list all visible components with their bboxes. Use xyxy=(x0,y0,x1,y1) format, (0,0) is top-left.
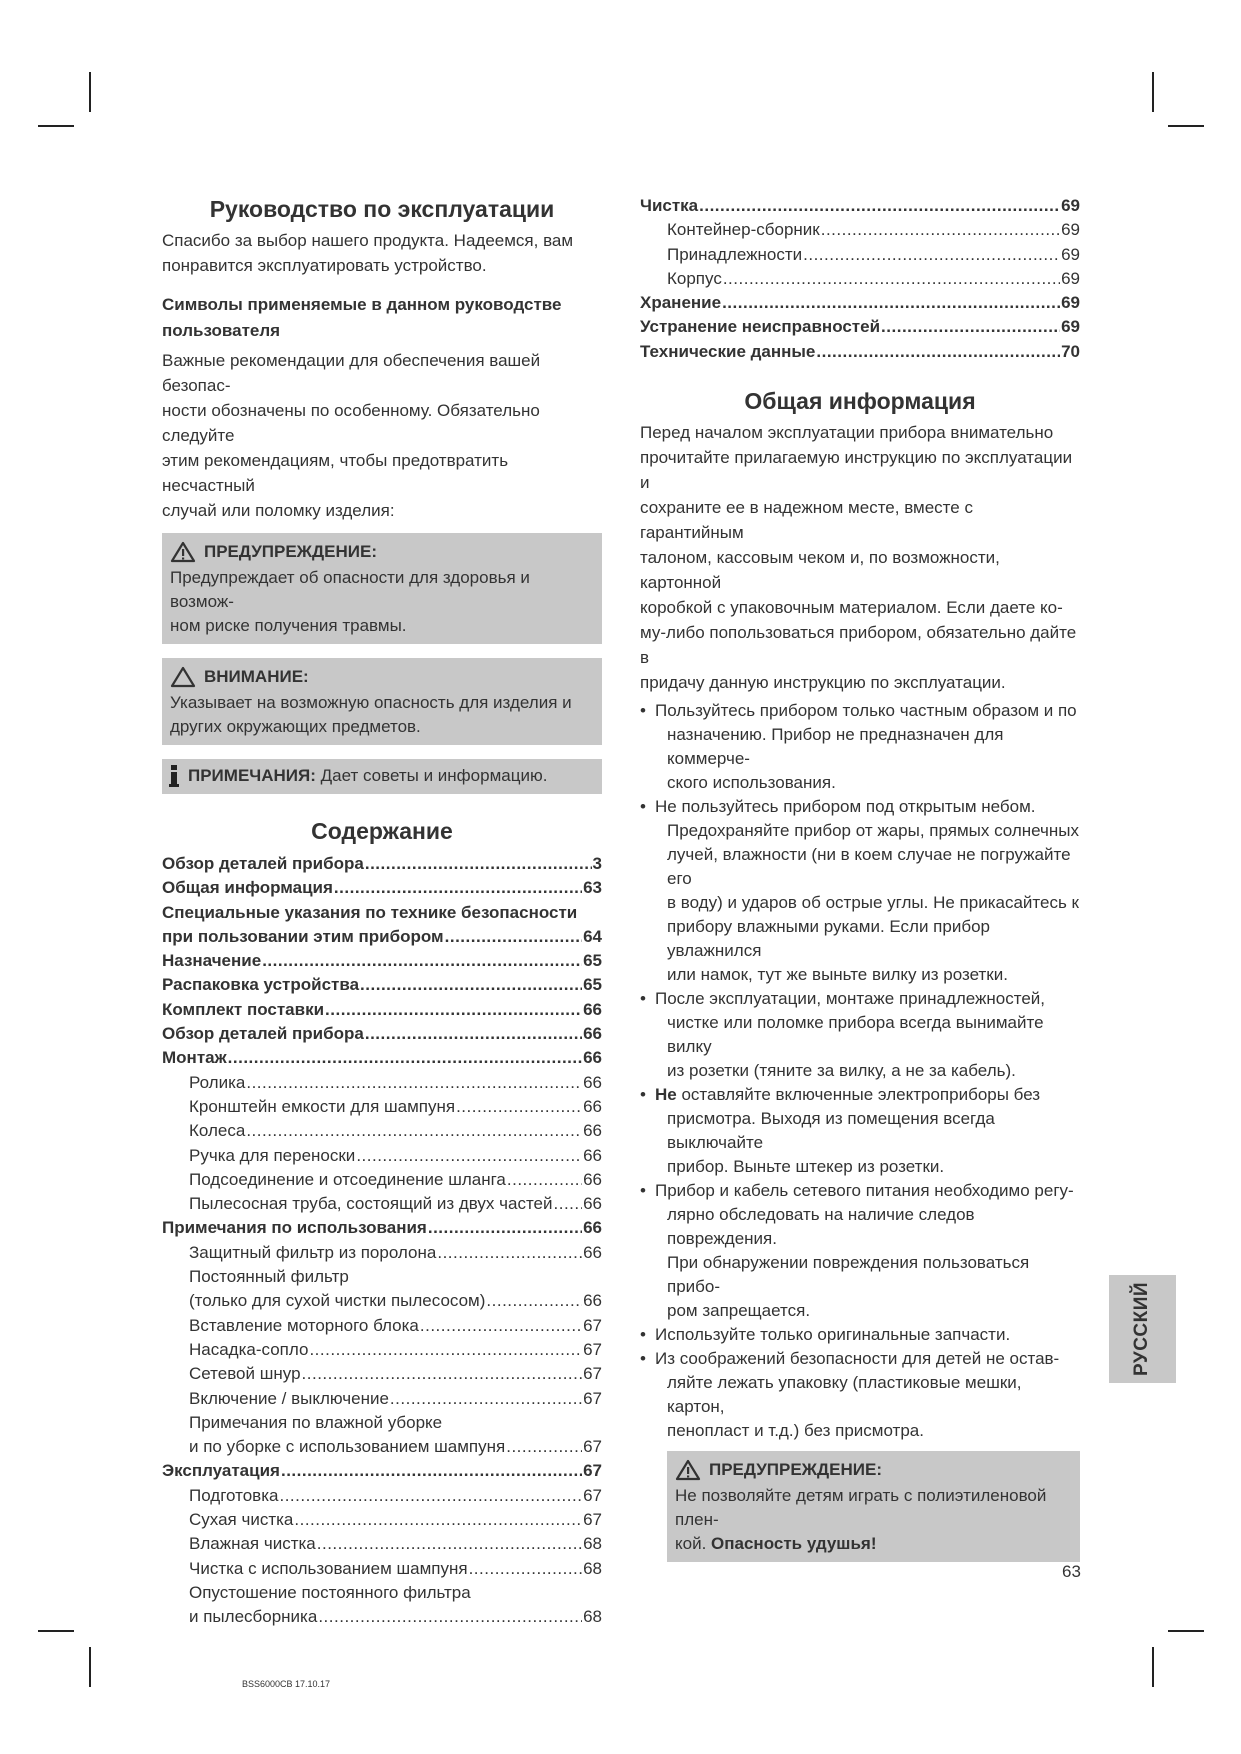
general-info-text: Перед началом эксплуатации прибора внимательно прочитайте прилагаемую инструкцию по эксплуатации и сохраните ее в надежном месте, вместе с гарантийным талоном, кассовым чеком и, по возможности, картонной коробкой с упаковочным материалом. Если даете ко- му-либо попользоваться прибором, обязательно дайте в придачу данную инструкцию по эксплуатации. xyxy=(640,423,1077,693)
toc-leader-dots xyxy=(722,291,1060,315)
toc-entry xyxy=(640,218,1080,242)
toc-entry-page: 68 xyxy=(583,1534,602,1554)
toc-entry-title: Чистка с использованием шампуня xyxy=(189,1558,468,1578)
crop-mark xyxy=(38,1630,74,1632)
toc-entry-title: Подсоединение и отсоединение шланга xyxy=(189,1169,506,1189)
toc-entry-title: Сухая чистка xyxy=(189,1510,294,1530)
toc-leader-dots xyxy=(420,1314,582,1338)
toc-leader-dots xyxy=(554,1192,583,1216)
toc-entry xyxy=(162,1459,602,1483)
toc-entry xyxy=(640,340,1080,364)
toc-leader-dots xyxy=(506,1435,582,1459)
toc-leader-dots xyxy=(486,1289,582,1313)
toc-entry xyxy=(640,243,1080,267)
toc-entry-page: 66 xyxy=(583,1242,602,1262)
toc-entry-title: (только для сухой чистки пылесосом) xyxy=(189,1291,486,1311)
footer-code: BSS6000CB 17.10.17 xyxy=(242,1679,331,1689)
toc-leader-dots xyxy=(317,1532,582,1556)
symbols-text: Важные рекомендации для обеспечения вашей безопас- ности обозначены по особенному. Обязательно следуйте этим рекомендациям, чтобы предотвратить несчастный случай или поломку изделия: xyxy=(162,351,541,520)
toc-leader-dots xyxy=(507,1168,582,1192)
toc-entry xyxy=(162,1144,602,1168)
toc-entry-page: 66 xyxy=(583,1048,602,1068)
toc-entry-page: 65 xyxy=(583,975,602,995)
toc-entry-page: 69 xyxy=(1061,220,1080,240)
toc-entry-page: 67 xyxy=(583,1315,602,1335)
note-box xyxy=(162,759,602,794)
toc-entry-title: и пылесборника xyxy=(189,1607,318,1627)
toc-entry-title: и по уборке с использованием шампуня xyxy=(189,1437,506,1457)
right-column xyxy=(640,194,1080,1562)
toc-entry xyxy=(162,1508,602,1532)
toc-entry xyxy=(162,1265,602,1289)
toc-entry-title: Опустошение постоянного фильтра xyxy=(189,1582,471,1602)
toc-entry xyxy=(162,1411,602,1435)
toc-entry-title: Примечания по использования xyxy=(162,1218,427,1238)
toc-entry xyxy=(162,973,602,997)
toc-leader-dots xyxy=(281,1459,582,1483)
language-tab: РУССКИЙ xyxy=(1109,1275,1176,1383)
toc-entry-page: 66 xyxy=(583,1218,602,1238)
toc-entry-title: Постоянный фильтр xyxy=(189,1267,349,1287)
toc-leader-dots xyxy=(469,1557,583,1581)
crop-mark xyxy=(1168,1630,1204,1632)
toc-entry-page: 66 xyxy=(583,1169,602,1189)
toc-entry-title: Вставление моторного блока xyxy=(189,1315,419,1335)
toc-entry xyxy=(162,1022,602,1046)
toc-entry xyxy=(162,1071,602,1095)
toc-entry-page: 67 xyxy=(583,1388,602,1408)
toc-leader-dots xyxy=(821,218,1060,242)
toc-leader-dots xyxy=(334,876,582,900)
table-of-contents-continued xyxy=(640,194,1080,364)
toc-entry-title: Назначение xyxy=(162,951,262,971)
toc-leader-dots xyxy=(390,1387,582,1411)
list-item: • Не оставляйте включенные электроприборы без присмотра. Выходя из помещения всегда выключайте прибор. Выньте штекер из розетки. xyxy=(640,1083,1080,1179)
toc-entry xyxy=(162,852,602,876)
symbols-heading: Символы применяемые в данном руководстве пользователя xyxy=(162,295,562,340)
toc-entry-title: Монтаж xyxy=(162,1048,227,1068)
warning-title: ПРЕДУПРЕЖДЕНИЕ: xyxy=(709,1460,882,1480)
toc-entry-page: 67 xyxy=(583,1364,602,1384)
toc-leader-dots xyxy=(803,243,1060,267)
toc-entry-page: 69 xyxy=(1061,244,1080,264)
toc-entry xyxy=(162,1605,602,1629)
list-item: • После эксплуатации, монтаже принадлежностей, чистке или поломке прибора всегда вынимайте вилку из розетки (тяните за вилку, а не за кабель). xyxy=(640,987,1080,1083)
note-text: Дает советы и информацию. xyxy=(315,766,548,785)
toc-entry xyxy=(162,1216,602,1240)
toc-entry xyxy=(162,949,602,973)
toc-entry xyxy=(162,1435,602,1459)
toc-entry xyxy=(162,1192,602,1216)
toc-entry-title: Общая информация xyxy=(162,878,333,898)
toc-leader-dots xyxy=(228,1046,582,1070)
toc-entry-title: Обзор деталей прибора xyxy=(162,854,364,873)
toc-leader-dots xyxy=(437,1241,582,1265)
toc-leader-dots xyxy=(262,949,582,973)
toc-entry xyxy=(640,267,1080,291)
toc-entry-page: 66 xyxy=(583,999,602,1019)
toc-entry xyxy=(162,1557,602,1581)
toc-leader-dots xyxy=(816,340,1060,364)
toc-entry-title: Пылесосная труба, состоящий из двух частей xyxy=(189,1194,553,1214)
toc-entry xyxy=(640,291,1080,315)
toc-entry-title: Примечания по влажной уборке xyxy=(189,1412,443,1432)
warning-triangle-icon xyxy=(170,541,196,563)
toc-leader-dots xyxy=(365,852,592,876)
toc-entry xyxy=(162,1314,602,1338)
toc-entry-page: 69 xyxy=(1061,293,1080,313)
toc-entry-title: Кронштейн емкости для шампуня xyxy=(189,1096,456,1116)
toc-entry-page: 66 xyxy=(583,1145,602,1165)
toc-leader-dots xyxy=(302,1362,583,1386)
toc-entry xyxy=(640,315,1080,339)
toc-entry-title: Ролика xyxy=(189,1072,246,1092)
crop-mark xyxy=(1152,1647,1154,1687)
table-of-contents xyxy=(162,852,602,1630)
toc-entry-title: Контейнер-сборник xyxy=(667,220,820,240)
manual-title: Руководство по эксплуатации xyxy=(209,196,555,222)
toc-entry-page: 69 xyxy=(1061,268,1080,288)
caution-title: ВНИМАНИЕ: xyxy=(204,667,309,686)
toc-entry xyxy=(162,1289,602,1313)
toc-entry xyxy=(162,1581,602,1605)
toc-entry-title: Обзор деталей прибора xyxy=(162,1024,364,1044)
page-number: 63 xyxy=(1062,1562,1081,1581)
toc-entry xyxy=(162,1046,602,1070)
toc-entry xyxy=(162,876,602,900)
toc-leader-dots xyxy=(365,1022,582,1046)
toc-entry-title: Влажная чистка xyxy=(189,1534,316,1554)
toc-entry-title: Эксплуатация xyxy=(162,1461,280,1481)
crop-mark xyxy=(1168,125,1204,127)
toc-title: Содержание xyxy=(311,818,453,844)
toc-entry-page: 66 xyxy=(583,1121,602,1141)
toc-entry-title: Принадлежности xyxy=(667,244,803,264)
toc-entry-title: Ручка для переноски xyxy=(189,1145,356,1165)
toc-entry-page: 3 xyxy=(592,854,602,873)
toc-entry-page: 66 xyxy=(583,1291,602,1311)
toc-entry-page: 67 xyxy=(583,1461,602,1481)
toc-entry xyxy=(162,901,602,925)
toc-entry-title: Чистка xyxy=(640,196,699,215)
toc-entry xyxy=(162,998,602,1022)
toc-entry-title: Включение / выключение xyxy=(189,1388,389,1408)
toc-entry xyxy=(162,1241,602,1265)
toc-entry-title: Насадка-сопло xyxy=(189,1339,309,1359)
toc-entry-title: Устранение неисправностей xyxy=(640,317,881,337)
toc-leader-dots xyxy=(356,1144,582,1168)
safety-list xyxy=(640,699,1080,1443)
toc-entry xyxy=(162,1387,602,1411)
toc-entry xyxy=(162,1484,602,1508)
crop-mark xyxy=(38,125,74,127)
toc-leader-dots xyxy=(325,998,582,1022)
toc-entry-page: 67 xyxy=(583,1339,602,1359)
warning-box-children: ПРЕДУПРЕЖДЕНИЕ: Не позволяйте детям играть с полиэтиленовой плен- кой. Опасность удушья! xyxy=(667,1451,1080,1562)
list-item: • Не пользуйтесь прибором под открытым небом. Предохраняйте прибор от жары, прямых солнечных лучей, влажности (ни в коем случае не погружайте его в воду) и ударов об острые углы. Не прикасайтесь к прибору влажными руками. Если прибор увлажнился или намок, тут же выньте вилку из розетки. xyxy=(640,795,1080,987)
toc-leader-dots xyxy=(309,1338,582,1362)
toc-leader-dots xyxy=(246,1071,582,1095)
warning-triangle-icon xyxy=(675,1459,701,1481)
toc-entry xyxy=(162,1168,602,1192)
toc-entry-title: Подготовка xyxy=(189,1485,279,1505)
toc-entry-page: 67 xyxy=(583,1437,602,1457)
toc-leader-dots xyxy=(246,1119,582,1143)
list-item: • Пользуйтесь прибором только частным образом и по назначению. Прибор не предназначен для коммерче- ского использования. xyxy=(640,699,1080,795)
general-info-title: Общая информация xyxy=(744,388,976,415)
toc-leader-dots xyxy=(318,1605,582,1629)
crop-mark xyxy=(89,72,91,112)
intro-text: Спасибо за выбор нашего продукта. Надеемся, вам понравится эксплуатировать устройство. xyxy=(162,231,574,275)
toc-entry-title: Распаковка устройства xyxy=(162,975,360,995)
toc-entry-page: 69 xyxy=(1061,317,1080,337)
caution-box: ВНИМАНИЕ: Указывает на возможную опасность для изделия и других окружающих предметов. xyxy=(162,658,602,745)
toc-entry-title: Колеса xyxy=(189,1121,246,1141)
toc-entry xyxy=(162,1532,602,1556)
toc-entry-page: 70 xyxy=(1061,341,1080,361)
toc-entry-title: при пользовании этим прибором xyxy=(162,926,444,946)
list-item: • Используйте только оригинальные запчасти. xyxy=(640,1323,1080,1347)
toc-entry-page: 66 xyxy=(583,1072,602,1092)
toc-entry-title: Технические данные xyxy=(640,341,816,361)
toc-entry-page: 66 xyxy=(583,1096,602,1116)
list-item: • Прибор и кабель сетевого питания необходимо регу- лярно обследовать на наличие следов повреждения. При обнаружении повреждения пользоваться прибо- ром запрещается. xyxy=(640,1179,1080,1323)
toc-entry-page: 63 xyxy=(583,878,602,898)
toc-entry-page: 68 xyxy=(583,1607,602,1627)
toc-leader-dots xyxy=(360,973,582,997)
toc-entry xyxy=(162,1119,602,1143)
toc-entry-page: 69 xyxy=(1061,196,1080,215)
toc-entry-title: Хранение xyxy=(640,293,722,313)
toc-entry-page: 68 xyxy=(583,1558,602,1578)
toc-entry-page: 64 xyxy=(583,926,602,946)
info-icon xyxy=(168,765,180,787)
warning-box: ПРЕДУПРЕЖДЕНИЕ: Предупреждает об опасности для здоровья и возмож- ном риске получения травмы. xyxy=(162,533,602,644)
warning-title: ПРЕДУПРЕЖДЕНИЕ: xyxy=(204,542,377,561)
suffocation-warning: Опасность удушья! xyxy=(711,1534,877,1554)
toc-leader-dots xyxy=(723,267,1060,291)
toc-entry xyxy=(162,1338,602,1362)
toc-entry xyxy=(640,194,1080,218)
toc-entry-title: Корпус xyxy=(667,268,722,288)
toc-leader-dots xyxy=(456,1095,582,1119)
toc-entry xyxy=(162,1095,602,1119)
toc-leader-dots xyxy=(279,1484,582,1508)
caution-triangle-icon xyxy=(170,666,196,688)
crop-mark xyxy=(89,1647,91,1687)
toc-entry-title: Защитный фильтр из поролона xyxy=(189,1242,437,1262)
toc-entry-page: 66 xyxy=(583,1194,602,1214)
toc-leader-dots xyxy=(445,925,582,949)
list-item: • Из соображений безопасности для детей не остав- ляйте лежать упаковку (пластиковые мешки, картон, пенопласт и т.д.) без присмотра. xyxy=(640,1347,1080,1443)
toc-leader-dots xyxy=(699,194,1060,218)
toc-entry xyxy=(162,925,602,949)
toc-leader-dots xyxy=(294,1508,582,1532)
toc-entry xyxy=(162,1362,602,1386)
crop-mark xyxy=(1152,72,1154,112)
toc-entry-title: Комплект поставки xyxy=(162,999,325,1019)
toc-entry-page: 67 xyxy=(583,1510,602,1530)
toc-entry-title: Специальные указания по технике безопасности xyxy=(162,902,578,922)
toc-leader-dots xyxy=(881,315,1060,339)
toc-leader-dots xyxy=(428,1216,582,1240)
toc-entry-title: Сетевой шнур xyxy=(189,1364,301,1384)
left-column xyxy=(162,194,602,1630)
note-title: ПРИМЕЧАНИЯ: xyxy=(188,766,316,785)
toc-entry-page: 66 xyxy=(583,1024,602,1044)
toc-entry-page: 65 xyxy=(583,951,602,971)
toc-entry-page: 67 xyxy=(583,1485,602,1505)
